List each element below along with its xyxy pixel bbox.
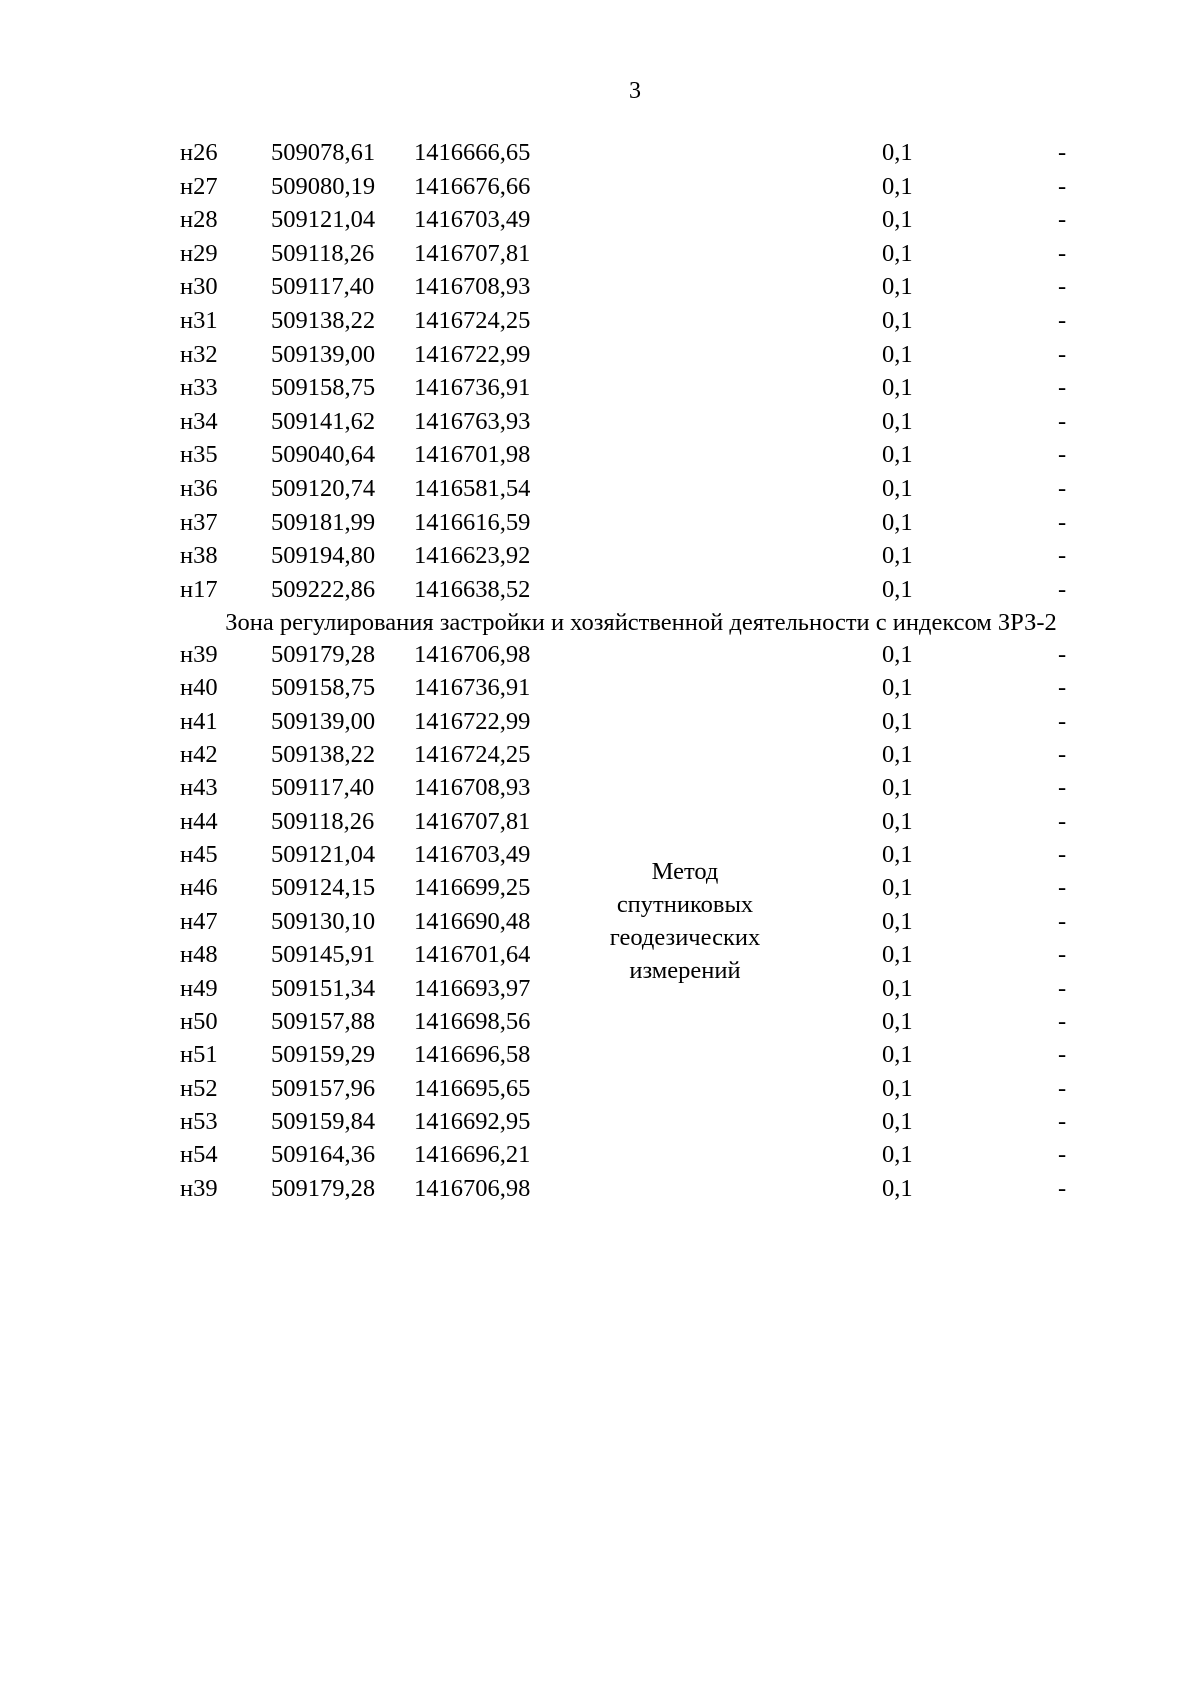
dash-cell: - (1058, 407, 1067, 435)
point-cell: н40 (180, 674, 218, 702)
accuracy-cell: 0,1 (882, 874, 913, 902)
x-coordinate-cell: 509157,96 (271, 1074, 376, 1102)
point-cell: н31 (180, 307, 218, 334)
accuracy-cell: 0,1 (882, 239, 913, 267)
dash-cell: - (1058, 1107, 1067, 1135)
accuracy-cell: 0,1 (882, 941, 913, 969)
x-coordinate-cell: 509138,22 (271, 741, 376, 769)
x-coordinate-cell: 509145,91 (271, 941, 376, 969)
dash-cell: - (1058, 1174, 1067, 1202)
table-row (0, 371, 1200, 404)
x-coordinate-cell: 509117,40 (271, 774, 375, 802)
y-coordinate-cell: 1416701,64 (414, 941, 531, 969)
x-coordinate-cell: 509194,80 (271, 542, 376, 570)
dash-cell: - (1058, 239, 1067, 267)
x-coordinate-cell: 509179,28 (271, 641, 376, 668)
accuracy-cell: 0,1 (882, 307, 913, 334)
method-line: геодезических (609, 924, 761, 951)
y-coordinate-cell: 1416638,52 (414, 575, 531, 603)
table-row (0, 203, 1200, 236)
x-coordinate-cell: 509139,00 (271, 340, 376, 368)
dash-cell: - (1058, 542, 1067, 570)
table-row (0, 1038, 1200, 1071)
y-coordinate-cell: 1416698,56 (414, 1007, 531, 1035)
table-row (0, 338, 1200, 371)
y-coordinate-cell: 1416724,25 (414, 741, 531, 769)
x-coordinate-cell: 509179,28 (271, 1174, 376, 1202)
accuracy-cell: 0,1 (882, 575, 913, 603)
accuracy-cell: 0,1 (882, 1141, 913, 1169)
point-cell: н42 (180, 741, 218, 769)
accuracy-cell: 0,1 (882, 674, 913, 702)
accuracy-cell: 0,1 (882, 340, 913, 368)
y-coordinate-cell: 1416703,49 (414, 841, 531, 869)
dash-cell: - (1058, 774, 1067, 802)
y-coordinate-cell: 1416695,65 (414, 1074, 531, 1102)
point-cell: н44 (180, 807, 218, 835)
x-coordinate-cell: 509124,15 (271, 874, 376, 902)
y-coordinate-cell: 1416676,66 (414, 172, 531, 200)
point-cell: н41 (180, 707, 218, 735)
accuracy-cell: 0,1 (882, 542, 913, 570)
y-coordinate-cell: 1416581,54 (414, 475, 531, 502)
point-cell: н32 (180, 340, 218, 368)
table-row (0, 405, 1200, 438)
accuracy-cell: 0,1 (882, 1174, 913, 1202)
x-coordinate-cell: 509159,84 (271, 1107, 376, 1135)
x-coordinate-cell: 509080,19 (271, 172, 376, 200)
dash-cell: - (1058, 206, 1067, 234)
point-cell: н51 (180, 1041, 218, 1069)
accuracy-cell: 0,1 (882, 1074, 913, 1102)
dash-cell: - (1058, 172, 1067, 200)
accuracy-cell: 0,1 (882, 641, 913, 668)
dash-cell: - (1058, 907, 1067, 935)
x-coordinate-cell: 509158,75 (271, 374, 376, 402)
accuracy-cell: 0,1 (882, 907, 913, 935)
accuracy-cell: 0,1 (882, 441, 913, 469)
y-coordinate-cell: 1416690,48 (414, 907, 531, 935)
table-row (0, 304, 1200, 337)
point-cell: н29 (180, 239, 218, 267)
x-coordinate-cell: 509130,10 (271, 907, 376, 935)
accuracy-cell: 0,1 (882, 741, 913, 769)
accuracy-cell: 0,1 (882, 1007, 913, 1035)
dash-cell: - (1058, 941, 1067, 969)
y-coordinate-cell: 1416706,98 (414, 1174, 531, 1202)
table-row (0, 638, 1200, 671)
accuracy-cell: 0,1 (882, 475, 913, 502)
y-coordinate-cell: 1416722,99 (414, 707, 531, 735)
x-coordinate-cell: 509040,64 (271, 441, 376, 469)
y-coordinate-cell: 1416706,98 (414, 641, 531, 668)
accuracy-cell: 0,1 (882, 807, 913, 835)
x-coordinate-cell: 509181,99 (271, 508, 376, 536)
x-coordinate-cell: 509121,04 (271, 841, 376, 869)
method-line: спутниковых (616, 891, 754, 918)
point-cell: н38 (180, 542, 218, 570)
accuracy-cell: 0,1 (882, 974, 913, 1002)
y-coordinate-cell: 1416623,92 (414, 542, 531, 570)
dash-cell: - (1058, 741, 1067, 769)
dash-cell: - (1058, 475, 1067, 502)
x-coordinate-cell: 509141,62 (271, 407, 376, 435)
point-cell: н52 (180, 1074, 218, 1102)
point-cell: н54 (180, 1141, 218, 1169)
point-cell: н33 (180, 374, 218, 402)
table-row (0, 438, 1200, 471)
x-coordinate-cell: 509164,36 (271, 1141, 376, 1169)
y-coordinate-cell: 1416722,99 (414, 340, 531, 368)
table-row (0, 1072, 1200, 1105)
dash-cell: - (1058, 707, 1067, 735)
accuracy-cell: 0,1 (882, 1041, 913, 1069)
dash-cell: - (1058, 374, 1067, 402)
point-cell: н48 (180, 941, 218, 969)
point-cell: н34 (180, 407, 218, 435)
dash-cell: - (1058, 874, 1067, 902)
accuracy-cell: 0,1 (882, 374, 913, 402)
y-coordinate-cell: 1416696,21 (414, 1141, 531, 1169)
table-row (0, 1105, 1200, 1138)
point-cell: н17 (180, 575, 218, 603)
y-coordinate-cell: 1416763,93 (414, 407, 531, 435)
dash-cell: - (1058, 974, 1067, 1002)
dash-cell: - (1058, 641, 1067, 668)
table-row (0, 738, 1200, 771)
table-row (0, 472, 1200, 505)
page-number: 3 (629, 78, 641, 104)
table-row (0, 237, 1200, 270)
dash-cell: - (1058, 307, 1067, 334)
point-cell: н50 (180, 1007, 218, 1035)
y-coordinate-cell: 1416707,81 (414, 239, 531, 267)
dash-cell: - (1058, 841, 1067, 869)
accuracy-cell: 0,1 (882, 841, 913, 869)
table-row (0, 170, 1200, 203)
accuracy-cell: 0,1 (882, 172, 913, 200)
y-coordinate-cell: 1416699,25 (414, 874, 531, 902)
method-note (575, 855, 795, 987)
dash-cell: - (1058, 1007, 1067, 1035)
y-coordinate-cell: 1416692,95 (414, 1107, 531, 1135)
point-cell: н53 (180, 1107, 218, 1135)
point-cell: н35 (180, 441, 218, 469)
table-row (0, 270, 1200, 303)
accuracy-cell: 0,1 (882, 139, 913, 166)
x-coordinate-cell: 509157,88 (271, 1007, 376, 1035)
dash-cell: - (1058, 273, 1067, 301)
dash-cell: - (1058, 674, 1067, 702)
accuracy-cell: 0,1 (882, 206, 913, 234)
point-cell: н28 (180, 206, 218, 234)
table-row (0, 805, 1200, 838)
table-row (0, 539, 1200, 572)
y-coordinate-cell: 1416693,97 (414, 974, 531, 1002)
y-coordinate-cell: 1416701,98 (414, 441, 531, 469)
accuracy-cell: 0,1 (882, 774, 913, 802)
point-cell: н37 (180, 508, 218, 536)
x-coordinate-cell: 509158,75 (271, 674, 376, 702)
table-row (0, 506, 1200, 539)
dash-cell: - (1058, 340, 1067, 368)
x-coordinate-cell: 509121,04 (271, 206, 376, 234)
x-coordinate-cell: 509120,74 (271, 475, 376, 502)
x-coordinate-cell: 509222,86 (271, 575, 376, 603)
method-line: измерений (629, 957, 741, 984)
y-coordinate-cell: 1416708,93 (414, 774, 531, 802)
dash-cell: - (1058, 441, 1067, 469)
table-row (0, 1138, 1200, 1171)
x-coordinate-cell: 509151,34 (271, 974, 376, 1002)
table-row (0, 1172, 1200, 1205)
y-coordinate-cell: 1416666,65 (414, 139, 531, 166)
table-row (0, 1005, 1200, 1038)
point-cell: н49 (180, 974, 218, 1002)
x-coordinate-cell: 509139,00 (271, 707, 376, 735)
x-coordinate-cell: 509118,26 (271, 239, 375, 267)
y-coordinate-cell: 1416736,91 (414, 674, 531, 702)
y-coordinate-cell: 1416703,49 (414, 206, 531, 234)
point-cell: н46 (180, 874, 218, 902)
dash-cell: - (1058, 1141, 1067, 1169)
point-cell: н43 (180, 774, 218, 802)
table-row (0, 705, 1200, 738)
method-line: Метод (651, 858, 719, 885)
accuracy-cell: 0,1 (882, 407, 913, 435)
point-cell: н27 (180, 172, 218, 200)
dash-cell: - (1058, 139, 1067, 166)
point-cell: н30 (180, 273, 218, 301)
x-coordinate-cell: 509138,22 (271, 307, 376, 334)
point-cell: н47 (180, 907, 218, 935)
y-coordinate-cell: 1416707,81 (414, 807, 531, 835)
x-coordinate-cell: 509118,26 (271, 807, 375, 835)
section-heading: Зона регулирования застройки и хозяйственной деятельности с индексом ЗРЗ-2 (225, 609, 1057, 636)
accuracy-cell: 0,1 (882, 508, 913, 536)
dash-cell: - (1058, 807, 1067, 835)
dash-cell: - (1058, 508, 1067, 536)
point-cell: н39 (180, 641, 218, 668)
y-coordinate-cell: 1416616,59 (414, 508, 531, 536)
x-coordinate-cell: 509078,61 (271, 139, 376, 166)
y-coordinate-cell: 1416724,25 (414, 307, 531, 334)
accuracy-cell: 0,1 (882, 707, 913, 735)
table-row (0, 671, 1200, 704)
x-coordinate-cell: 509159,29 (271, 1041, 376, 1069)
point-cell: н36 (180, 475, 218, 502)
x-coordinate-cell: 509117,40 (271, 273, 375, 301)
accuracy-cell: 0,1 (882, 1107, 913, 1135)
table-row (0, 136, 1200, 169)
point-cell: н26 (180, 139, 218, 166)
dash-cell: - (1058, 575, 1067, 603)
table-row (0, 771, 1200, 804)
table-row (0, 573, 1200, 606)
y-coordinate-cell: 1416696,58 (414, 1041, 531, 1069)
dash-cell: - (1058, 1041, 1067, 1069)
y-coordinate-cell: 1416708,93 (414, 273, 531, 301)
accuracy-cell: 0,1 (882, 273, 913, 301)
point-cell: н45 (180, 841, 218, 869)
point-cell: н39 (180, 1174, 218, 1202)
y-coordinate-cell: 1416736,91 (414, 374, 531, 402)
dash-cell: - (1058, 1074, 1067, 1102)
